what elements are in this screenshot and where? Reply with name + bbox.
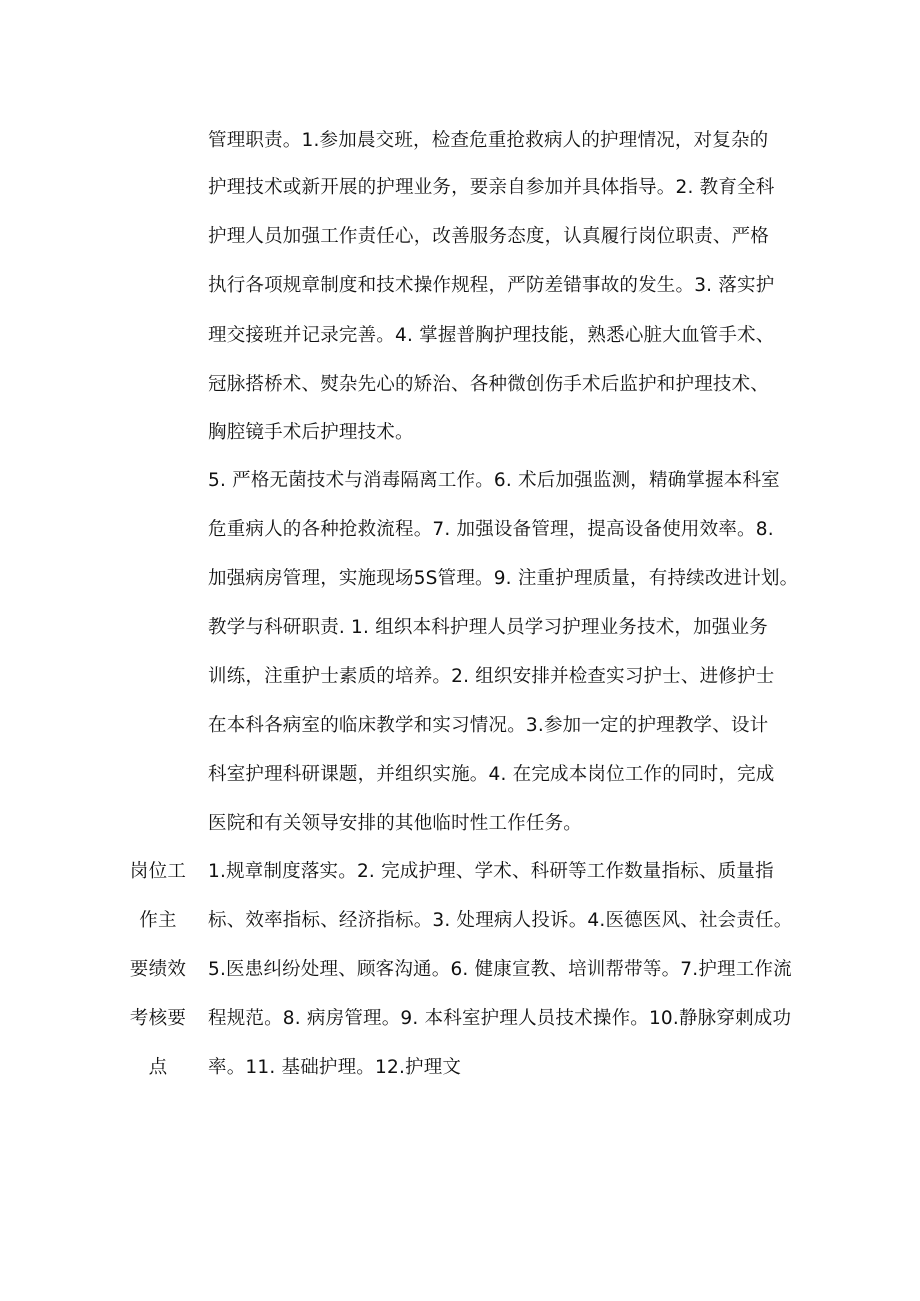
body-line: 冠脉搭桥术、熨杂先心的矫治、各种微创伤手术后监护和护理技术、 xyxy=(208,374,770,395)
section-label: 要绩效 xyxy=(129,959,187,980)
body-line: 胸腔镜手术后护理技术。 xyxy=(208,422,414,443)
section-label: 岗位工 xyxy=(129,861,187,882)
body-line: 护理技术或新开展的护理业务，要亲自参加并具体指导。2. 教育全科 xyxy=(208,177,775,198)
section-line: 率。11. 基础护理。12.护理文 xyxy=(208,1057,462,1078)
body-line: 管理职责。1.参加晨交班，检查危重抢救病人的护理情况，对复杂的 xyxy=(208,130,769,151)
section-label: 点 xyxy=(148,1057,168,1078)
body-line: 执行各项规章制度和技术操作规程，严防差错事故的发生。3. 落实护 xyxy=(208,275,775,296)
section-line: 1.规章制度落实。2. 完成护理、学术、科研等工作数量指标、质量指 xyxy=(208,861,774,882)
body-line: 在本科各病室的临床教学和实习情况。3.参加一定的护理教学、设计 xyxy=(208,715,769,736)
body-line: 教学与科研职责. 1. 组织本科护理人员学习护理业务技术，加强业务 xyxy=(208,617,768,638)
body-line: 5. 严格无菌技术与消毒隔离工作。6. 术后加强监测，精确掌握本科室 xyxy=(208,470,780,491)
body-line: 危重病人的各种抢救流程。7. 加强设备管理，提高设备使用效率。8. xyxy=(208,519,774,540)
body-line: 护理人员加强工作责任心，改善服务态度，认真履行岗位职责、严格 xyxy=(208,226,770,247)
section-line: 标、效率指标、经济指标。3. 处理病人投诉。4.医德医风、社会责任。 xyxy=(208,910,793,931)
body-line: 加强病房管理，实施现场5S管理。9. 注重护理质量，有持续改进计划。 xyxy=(208,568,799,589)
section-line: 5.医患纠纷处理、顾客沟通。6. 健康宣教、培训帮带等。7.护理工作流 xyxy=(208,959,792,980)
body-line: 医院和有关领导安排的其他临时性工作任务。 xyxy=(208,813,583,834)
section-line: 程规范。8. 病房管理。9. 本科室护理人员技术操作。10.静脉穿刺成功 xyxy=(208,1008,792,1029)
body-line: 科室护理科研课题，并组织实施。4. 在完成本岗位工作的同时，完成 xyxy=(208,764,775,785)
body-line: 理交接班并记录完善。4. 掌握普胸护理技能，熟悉心脏大血管手术、 xyxy=(208,325,775,346)
body-line: 训练，注重护士素质的培养。2. 组织安排并检查实习护士、进修护士 xyxy=(208,666,775,687)
section-label: 作主 xyxy=(139,910,177,931)
section-label: 考核要 xyxy=(129,1008,187,1029)
